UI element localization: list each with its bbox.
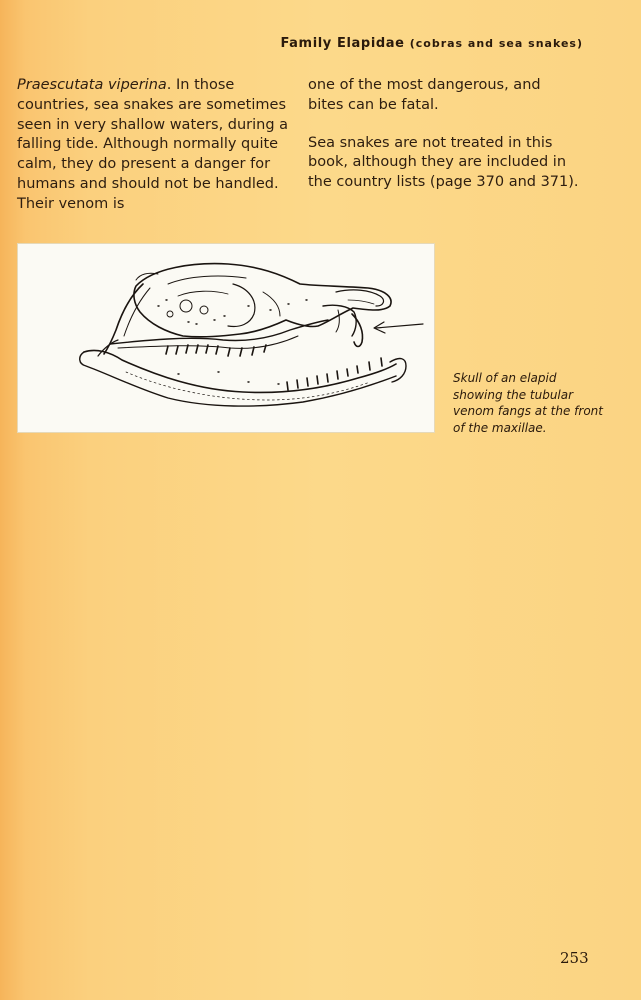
figure-caption: Skull of an elapid showing the tubular venom fangs at the front of the maxillae.: [453, 371, 603, 435]
species-name: Praescutata viperina: [17, 77, 167, 93]
paragraph-left-text: . In those countries, sea snakes are sometimes seen in very shallow waters, during a falling tide. Although normally quite calm, they do present a danger for humans and should not be handled. Their venom is: [17, 77, 289, 212]
paragraph-left: [17, 76, 289, 215]
skull-illustration: [17, 243, 435, 433]
body-column-left: [17, 76, 289, 233]
running-header: [280, 36, 583, 51]
paragraph-right-2: Sea snakes are not treated in this book, although they are included in the country lists (page 370 and 371).: [308, 134, 579, 191]
header-family-name: Family Elapidae: [280, 36, 405, 51]
paragraph-right-1: one of the most dangerous, and bites can be fatal.: [308, 77, 541, 113]
header-family-subtitle: (cobras and sea snakes): [409, 37, 583, 50]
page-number: 253: [560, 949, 589, 967]
skull-drawing: [18, 244, 434, 432]
body-column-right: [308, 76, 580, 211]
